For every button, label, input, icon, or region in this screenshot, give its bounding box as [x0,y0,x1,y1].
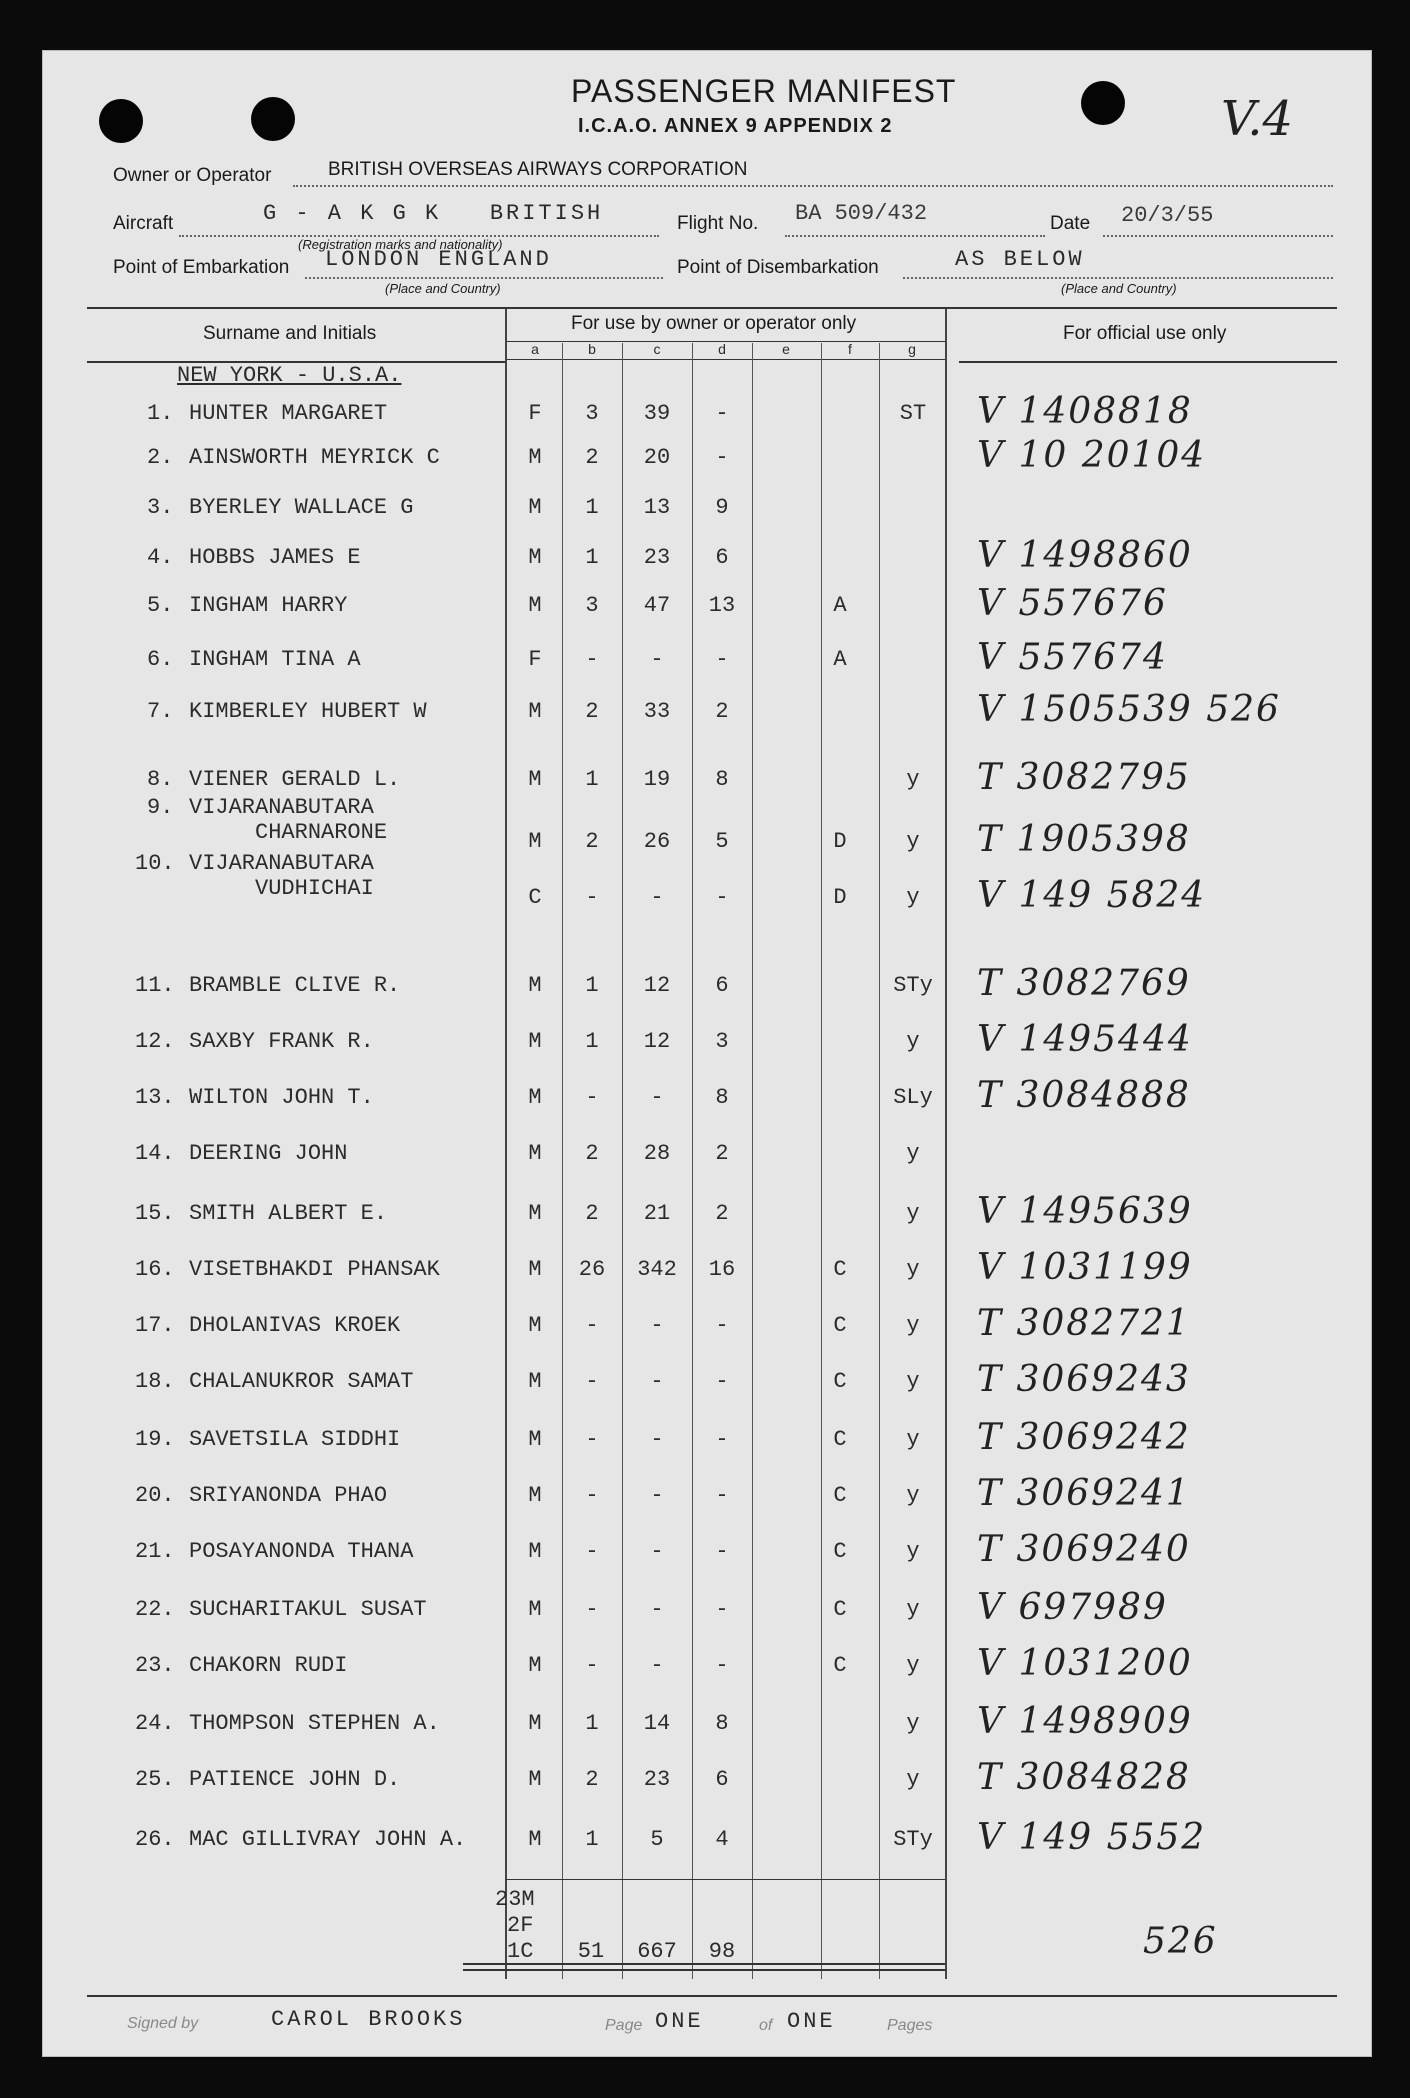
cell-c: 26 [643,829,671,854]
dotted-line [179,235,659,237]
cell-a: M [528,1201,542,1226]
column-divider [821,343,822,1979]
cell-a: M [528,1767,542,1792]
cell-c: - [650,1539,664,1564]
cell-a: F [528,401,542,426]
cell-a: M [528,1257,542,1282]
cell-b: 3 [585,401,599,426]
sub-column-d: d [718,341,726,357]
official-entry: V 1498909 [977,1701,1193,1742]
official-entry: V 10 20104 [977,435,1207,476]
cell-c: 19 [643,767,671,792]
cell-a: M [528,973,542,998]
column-divider [562,343,563,1979]
official-entry: V 1408818 [977,391,1193,432]
cell-g: ST [899,401,927,426]
passenger-name: DEERING JOHN [189,1141,348,1166]
official-entry: T 3084888 [977,1075,1191,1116]
cell-g: y [906,1141,920,1166]
official-entry: T 3082795 [977,757,1191,798]
cell-e: C [833,1427,847,1452]
row-number: 26. [135,1827,175,1852]
cell-d: 13 [708,593,736,618]
destination-heading: NEW YORK - U.S.A. [177,363,402,388]
cell-g: y [906,1483,920,1508]
dotted-line [305,277,663,279]
passenger-name: DHOLANIVAS KROEK [189,1313,401,1338]
cell-b: 26 [578,1257,606,1282]
passenger-name: KIMBERLEY HUBERT W [189,699,427,724]
total-d: 98 [708,1939,736,1964]
cell-b: 2 [585,1201,599,1226]
punch-hole [1081,81,1125,125]
cell-e: C [833,1653,847,1678]
cell-b: - [585,647,599,672]
cell-d: - [715,401,729,426]
official-entry: V 149 5552 [977,1817,1207,1858]
sub-column-f: f [848,341,852,357]
cell-a: M [528,1427,542,1452]
cell-c: 12 [643,1029,671,1054]
cell-a: M [528,445,542,470]
date-label: Date [1050,213,1091,234]
cell-b: - [585,1597,599,1622]
dotted-line [293,185,1333,187]
footer-rule [87,1995,1337,1997]
punch-hole [251,97,295,141]
cell-d: - [715,445,729,470]
passenger-name: PATIENCE JOHN D. [189,1767,401,1792]
column-divider [945,309,947,1979]
disembarkation-value: AS BELOW [955,247,1085,272]
total-b: 51 [577,1939,605,1964]
cell-a: F [528,647,542,672]
sub-column-b: b [588,341,596,357]
passenger-name: SAVETSILA SIDDHI [189,1427,401,1452]
cell-c: 13 [643,495,671,520]
cell-d: 6 [715,973,729,998]
cell-d: 2 [715,699,729,724]
cell-g: y [906,1653,920,1678]
cell-b: 1 [585,1711,599,1736]
passenger-name: VIJARANABUTARA CHARNARONE [189,795,388,845]
official-entry: T 3069242 [977,1417,1191,1458]
total-a-male: 23M [495,1887,535,1912]
official-entry: T 3069243 [977,1359,1191,1400]
cell-d: - [715,1597,729,1622]
row-number: 9. [147,795,174,820]
disembarkation-label: Point of Disembarkation [677,257,879,278]
cell-g: y [906,1369,920,1394]
official-use-column-header: For official use only [1063,323,1227,344]
cell-a: M [528,1085,542,1110]
cell-c: 47 [643,593,671,618]
passenger-name: HOBBS JAMES E [189,545,361,570]
cell-c: 5 [650,1827,664,1852]
totals-rule [505,1879,945,1880]
official-entry: V 557674 [977,637,1168,678]
row-number: 5. [147,593,174,618]
cell-c: - [650,1313,664,1338]
place-note: (Place and Country) [1061,281,1177,296]
row-number: 3. [147,495,174,520]
dotted-line [1103,235,1333,237]
cell-g: y [906,1539,920,1564]
row-number: 17. [135,1313,175,1338]
cell-b: 3 [585,593,599,618]
cell-d: 5 [715,829,729,854]
official-entry: V 1495639 [977,1191,1193,1232]
passenger-name: VISETBHAKDI PHANSAK [189,1257,440,1282]
official-entry: V 1495444 [977,1019,1193,1060]
column-divider [692,343,693,1979]
cell-b: 1 [585,973,599,998]
cell-c: 39 [643,401,671,426]
cell-b: - [585,1313,599,1338]
cell-g: STy [893,973,933,998]
cell-b: 2 [585,699,599,724]
row-number: 13. [135,1085,175,1110]
table-top-rule [87,307,1337,309]
cell-d: - [715,647,729,672]
row-number: 19. [135,1427,175,1452]
cell-b: 2 [585,1767,599,1792]
cell-g: y [906,1029,920,1054]
passenger-name: MAC GILLIVRAY JOHN A. [189,1827,467,1852]
row-number: 18. [135,1369,175,1394]
cell-a: M [528,1711,542,1736]
cell-d: 3 [715,1029,729,1054]
official-entry: T 3069241 [977,1473,1191,1514]
of-label: of [759,2017,773,2034]
sub-column-a: a [531,341,539,357]
passenger-name: BYERLEY WALLACE G [189,495,414,520]
cell-b: - [585,1539,599,1564]
passenger-name: SUCHARITAKUL SUSAT [189,1597,427,1622]
dotted-line [903,277,1333,279]
official-entry: T 3082721 [977,1303,1191,1344]
row-number: 20. [135,1483,175,1508]
cell-g: y [906,1427,920,1452]
cell-a: M [528,829,542,854]
cell-d: - [715,1653,729,1678]
cell-g: y [906,885,920,910]
signed-label: Signed by [127,2015,199,2032]
passenger-name: BRAMBLE CLIVE R. [189,973,401,998]
flight-value: BA 509/432 [795,201,928,226]
registration-note: (Registration marks and nationality) [298,237,503,252]
passenger-name: CHALANUKROR SAMAT [189,1369,414,1394]
row-number: 1. [147,401,174,426]
cell-g: y [906,1313,920,1338]
cell-c: - [650,1369,664,1394]
place-note: (Place and Country) [385,281,501,296]
cell-e: C [833,1539,847,1564]
totals-underline [463,1969,945,1971]
official-entry: V 1505539 526 [977,689,1281,730]
passenger-name: THOMPSON STEPHEN A. [189,1711,440,1736]
cell-c: - [650,1085,664,1110]
cell-g: y [906,1767,920,1792]
cell-b: 1 [585,1827,599,1852]
cell-g: SLy [893,1085,933,1110]
cell-c: 20 [643,445,671,470]
aircraft-label: Aircraft [113,213,174,234]
cell-c: 23 [643,545,671,570]
surname-column-header: Surname and Initials [203,323,377,344]
official-entry: V 697989 [977,1587,1168,1628]
cell-d: 2 [715,1141,729,1166]
cell-d: - [715,1483,729,1508]
row-number: 2. [147,445,174,470]
passenger-name: SAXBY FRANK R. [189,1029,374,1054]
official-entry: T 1905398 [977,819,1191,860]
cell-c: 28 [643,1141,671,1166]
totals-underline [463,1963,945,1965]
cell-d: 4 [715,1827,729,1852]
row-number: 6. [147,647,174,672]
cell-g: y [906,1201,920,1226]
cell-e: C [833,1369,847,1394]
passenger-name: VIJARANABUTARA VUDHICHAI [189,851,374,901]
cell-c: - [650,1597,664,1622]
cell-b: 2 [585,445,599,470]
cell-c: 342 [637,1257,677,1282]
cell-a: M [528,1483,542,1508]
passenger-name: INGHAM HARRY [189,593,348,618]
cell-b: - [585,885,599,910]
cell-b: - [585,1427,599,1452]
cell-a: C [528,885,542,910]
column-divider [622,343,623,1979]
row-number: 21. [135,1539,175,1564]
cell-a: M [528,1029,542,1054]
cell-d: - [715,1427,729,1452]
passenger-name: VIENER GERALD L. [189,767,401,792]
row-number: 23. [135,1653,175,1678]
official-entry: V 1031200 [977,1643,1193,1684]
dotted-line [785,235,1045,237]
cell-a: M [528,1653,542,1678]
manifest-sheet [42,50,1372,2057]
page-label: Page [605,2017,643,2034]
cell-e: C [833,1483,847,1508]
owner-label: Owner or Operator [113,165,272,186]
cell-g: y [906,1711,920,1736]
cell-g: y [906,767,920,792]
row-number: 7. [147,699,174,724]
cell-e: A [833,593,847,618]
cell-d: 6 [715,1767,729,1792]
aircraft-value: G - A K G K BRITISH [263,201,604,226]
official-header-rule [959,361,1337,363]
cell-a: M [528,1141,542,1166]
passenger-name: SRIYANONDA PHAO [189,1483,388,1508]
passenger-name: INGHAM TINA A [189,647,361,672]
column-divider [879,343,880,1979]
cell-d: 2 [715,1201,729,1226]
official-entry: V 1031199 [977,1247,1193,1288]
signed-value: CAROL BROOKS [271,2007,466,2032]
cell-b: 1 [585,1029,599,1054]
cell-d: 6 [715,545,729,570]
pages-label: Pages [887,2017,933,2034]
cell-c: - [650,1483,664,1508]
cell-d: - [715,1313,729,1338]
row-number: 24. [135,1711,175,1736]
passenger-name: SMITH ALBERT E. [189,1201,388,1226]
cell-c: 33 [643,699,671,724]
column-divider [752,343,753,1979]
cell-c: 14 [643,1711,671,1736]
cell-b: - [585,1653,599,1678]
cell-g: y [906,1257,920,1282]
passenger-name: HUNTER MARGARET [189,401,388,426]
page-subtitle: I.C.A.O. ANNEX 9 APPENDIX 2 [578,115,893,137]
row-number: 12. [135,1029,175,1054]
corner-handwritten-mark: V.4 [1221,91,1294,147]
flight-label: Flight No. [677,213,759,234]
passenger-name: POSAYANONDA THANA [189,1539,414,1564]
cell-d: 8 [715,1711,729,1736]
cell-c: - [650,647,664,672]
row-number: 14. [135,1141,175,1166]
official-entry: T 3069240 [977,1529,1191,1570]
cell-c: 12 [643,973,671,998]
cell-a: M [528,1539,542,1564]
total-a-child: 1C [507,1939,534,1964]
cell-c: 23 [643,1767,671,1792]
sub-column-e: e [782,341,790,357]
cell-d: - [715,1539,729,1564]
punch-hole [99,99,143,143]
cell-c: - [650,1653,664,1678]
official-entry: V 1498860 [977,535,1193,576]
owner-value: BRITISH OVERSEAS AIRWAYS CORPORATION [328,159,748,180]
official-entry: V 149 5824 [977,875,1207,916]
cell-e: A [833,647,847,672]
embarkation-value: LONDON ENGLAND [325,247,552,272]
row-number: 25. [135,1767,175,1792]
page-value: ONE [655,2009,704,2034]
cell-a: M [528,767,542,792]
sub-column-g: g [908,341,916,357]
official-entry: T 3082769 [977,963,1191,1004]
cell-a: M [528,1369,542,1394]
row-number: 15. [135,1201,175,1226]
cell-d: - [715,885,729,910]
cell-b: 1 [585,495,599,520]
page-title: PASSENGER MANIFEST [571,73,957,109]
cell-e: C [833,1313,847,1338]
cell-e: C [833,1257,847,1282]
date-value: 20/3/55 [1121,203,1214,228]
row-number: 22. [135,1597,175,1622]
passenger-name: CHAKORN RUDI [189,1653,348,1678]
passenger-name: AINSWORTH MEYRICK C [189,445,440,470]
cell-a: M [528,593,542,618]
cell-d: - [715,1369,729,1394]
row-number: 8. [147,767,174,792]
of-value: ONE [787,2009,836,2034]
cell-a: M [528,1313,542,1338]
sub-column-c: c [653,341,661,357]
official-entry: T 3084828 [977,1757,1191,1798]
cell-c: - [650,1427,664,1452]
column-divider [505,309,507,1979]
cell-a: M [528,1597,542,1622]
total-a-female: 2F [507,1913,534,1938]
cell-b: - [585,1085,599,1110]
official-entry: V 557676 [977,583,1168,624]
cell-e: D [833,829,847,854]
row-number: 11. [135,973,175,998]
cell-d: 9 [715,495,729,520]
cell-b: 1 [585,545,599,570]
passenger-name: WILTON JOHN T. [189,1085,374,1110]
cell-a: M [528,699,542,724]
cell-c: 21 [643,1201,671,1226]
cell-g: y [906,829,920,854]
cell-b: 1 [585,767,599,792]
cell-d: 8 [715,1085,729,1110]
cell-d: 16 [708,1257,736,1282]
cell-c: - [650,885,664,910]
cell-g: y [906,1597,920,1622]
cell-g: STy [893,1827,933,1852]
cell-b: - [585,1369,599,1394]
cell-b: 2 [585,829,599,854]
cell-e: C [833,1597,847,1622]
cell-b: - [585,1483,599,1508]
row-number: 4. [147,545,174,570]
embarkation-label: Point of Embarkation [113,257,290,278]
cell-a: M [528,545,542,570]
total-c: 667 [637,1939,677,1964]
row-number: 10. [135,851,175,876]
cell-a: M [528,495,542,520]
cell-d: 8 [715,767,729,792]
cell-a: M [528,1827,542,1852]
total-official: 526 [1143,1921,1218,1962]
cell-b: 2 [585,1141,599,1166]
row-number: 16. [135,1257,175,1282]
cell-e: D [833,885,847,910]
owner-use-column-header: For use by owner or operator only [571,313,857,334]
